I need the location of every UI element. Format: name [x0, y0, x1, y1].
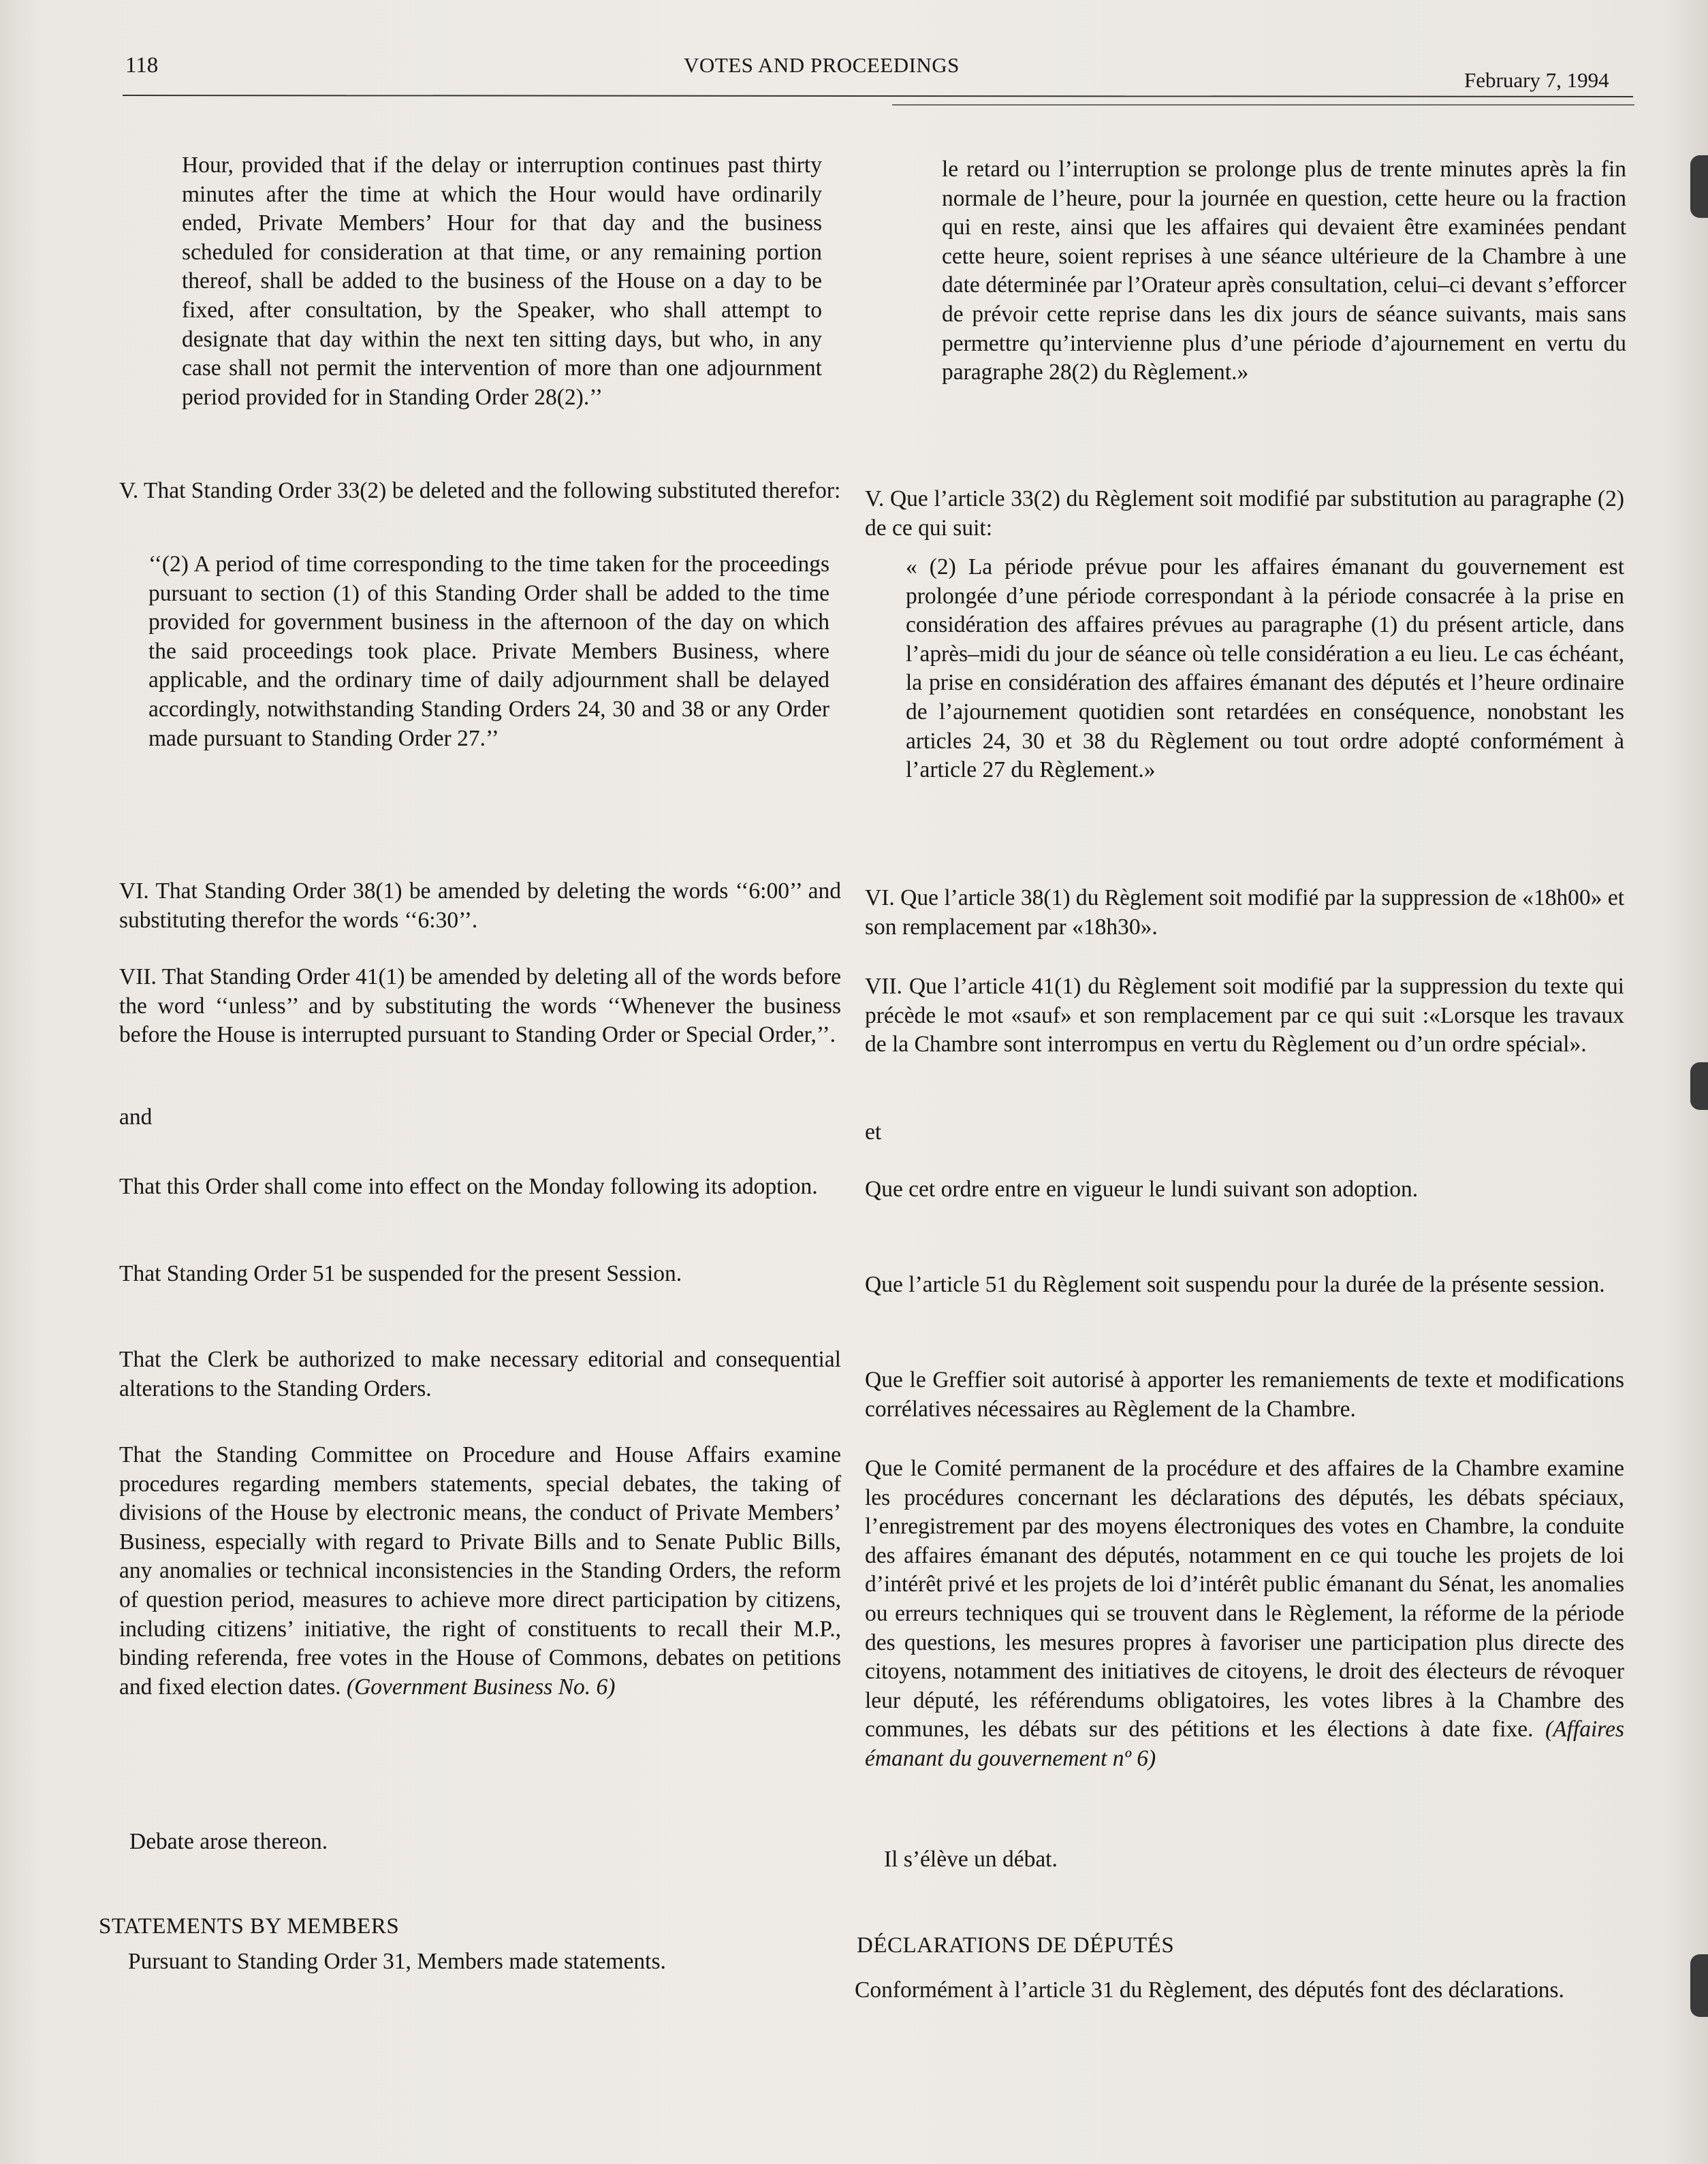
- binder-hole-bottom: [1690, 1954, 1708, 2017]
- page-number: 118: [125, 53, 159, 78]
- left-para-v: V. That Standing Order 33(2) be deleted and the following substituted therefor:: [119, 478, 841, 503]
- binder-hole-middle: [1690, 1062, 1708, 1110]
- page-title: VOTES AND PROCEEDINGS: [684, 53, 960, 77]
- right-para-retard: le retard ou l’interruption se prolonge plus de trente minutes après la fin normale de l’heure, pour la journée en question, cette heure ou la fraction qui en reste, ainsi que les affaires qui devaient être examinées pendant cette heure, soient reprises à une séance ultérieure de la Chambre à une date déterminée par l’Orateur après consultation, celui–ci devant s’efforcer de prévoir cette reprise dans les dix jours de séance suivants, mais sans permettre qu’intervienne plus d’une période d’ajournement en vertu du paragraphe 28(2) du Règlement.»: [942, 157, 1626, 385]
- header-rule-secondary: [892, 104, 1634, 106]
- right-para-vii: VII. Que l’article 41(1) du Règlement soit modifié par la suppression du texte qui précède le mot «sauf» et son remplacement par ce qui suit :«Lorsque les travaux de la Chambre sont interrompus en vertu du Règlement ou d’un ordre spécial».: [865, 974, 1624, 1057]
- right-para-et: et: [865, 1119, 882, 1145]
- left-para-hour: Hour, provided that if the delay or interruption continues past thirty minutes after the time at which the Hour would have ordinarily ended, Private Members’ Hour for that day and the business scheduled for consideration at that time, or any remaining portion thereof, shall be added to the business of the House on a day to be fixed, after consultation, by the Speaker, who shall attempt to designate that day within the next ten sitting days, but who, in any case shall not permit the intervention of more than one adjournment period provided for in Standing Order 28(2).’’: [182, 153, 822, 410]
- left-para-clerk: That the Clerk be authorized to make necessary editorial and consequential alterations to the Standing Orders.: [119, 1347, 841, 1401]
- right-para-statements: Conformément à l’article 31 du Règlement, des députés font des déclarations.: [855, 1977, 1564, 2003]
- header-rule: [123, 95, 1633, 97]
- left-para-vii: VII. That Standing Order 41(1) be amended by deleting all of the words before the word ‘‘unless’’ and by substituting the words ‘‘Whenever the business before the House is interrupted pursuant to Standing Order or Special Order,’’.: [119, 964, 841, 1048]
- left-para-debate: Debate arose thereon.: [129, 1829, 328, 1854]
- page-date: February 7, 1994: [1464, 68, 1609, 92]
- left-para-v-quote: ‘‘(2) A period of time corresponding to the time taken for the proceedings pursuant to section (1) of this Standing Order shall be added to the time provided for government business in the afternoon of the day on which the said proceedings took place. Private Members Business, where applicable, and the ordinary time of daily adjournment shall be delayed accordingly, notwithstanding Standing Orders 24, 30 and 38 or any Order made pursuant to Standing Order 27.’’: [148, 552, 829, 751]
- right-committee-citation: (Affaires émanant du gouvernement nº 6): [865, 1717, 1624, 1771]
- right-committee-text: Que le Comité permanent de la procédure et des affaires de la Chambre examine les procédures concernant les déclarations des députés, les débats spéciaux, l’enregistrement par des moyens électroniques des votes en Chambre, la conduite des affaires émanant des députés, notamment en ce qui touche les projets de loi d’intérêt privé et les projets de loi d’intérêt public émanant du Sénat, les anomalies ou erreurs techniques qui se trouvent dans le Règlement, la réforme de la période des questions, les mesures propres à favoriser une participation plus directe des citoyens, notamment des initiatives de citoyens, le droit des électeurs de révoquer leur député, les référendums obligatoires, les votes libres à la Chambre des communes, les débats sur des pétitions et les élections à date fixe.: [865, 1456, 1624, 1743]
- right-para-committee: [865, 1454, 1624, 1774]
- right-para-clerk: Que le Greffier soit autorisé à apporter les remaniements de texte et modifications corrélatives nécessaires au Règlement de la Chambre.: [865, 1367, 1624, 1422]
- right-para-vi: VI. Que l’article 38(1) du Règlement soit modifié par la suppression de «18h00» et son remplacement par «18h30».: [865, 885, 1624, 940]
- right-para-so51: Que l’article 51 du Règlement soit suspendu pour la durée de la présente session.: [865, 1272, 1605, 1297]
- left-para-committee: [119, 1441, 841, 1702]
- left-para-statements: Pursuant to Standing Order 31, Members made statements.: [128, 1949, 666, 1974]
- right-para-v-quote: « (2) La période prévue pour les affaires émanant du gouvernement est prolongée d’une période correspondant à la période consacrée à la prise en considération des affaires prévues au paragraphe (1) du présent article, dans l’après–midi du jour de séance où telle considération a eu lieu. Le cas échéant, la prise en considération des affaires émanant des députés et l’heure ordinaire de l’ajournement quotidien sont retardées en conséquence, nonobstant les articles 24, 30 et 38 du Règlement ou tout ordre adopté conformément à l’article 27 du Règlement.»: [906, 554, 1624, 783]
- right-para-effect: Que cet ordre entre en vigueur le lundi suivant son adoption.: [865, 1177, 1419, 1202]
- binder-hole-top: [1690, 155, 1708, 218]
- right-para-v: V. Que l’article 33(2) du Règlement soit modifié par substitution au paragraphe (2) de ce qui suit:: [865, 486, 1624, 541]
- right-para-debate: Il s’élève un débat.: [884, 1847, 1058, 1872]
- left-heading-statements: STATEMENTS BY MEMBERS: [99, 1914, 400, 1939]
- right-heading-statements: DÉCLARATIONS DE DÉPUTÉS: [857, 1933, 1175, 1958]
- left-para-vi: VI. That Standing Order 38(1) be amended by deleting the words ‘‘6:00’’ and substituting therefor the words ‘‘6:30’’.: [119, 878, 841, 933]
- left-para-and: and: [119, 1104, 153, 1130]
- left-para-effect: That this Order shall come into effect on the Monday following its adoption.: [119, 1174, 818, 1199]
- left-para-so51: That Standing Order 51 be suspended for the present Session.: [119, 1261, 682, 1286]
- left-committee-citation: (Government Business No. 6): [346, 1674, 616, 1700]
- left-committee-text: That the Standing Committee on Procedure and House Affairs examine procedures regarding members statements, special debates, the taking of divisions of the House by electronic means, the conduct of Private Members’ Business, especially with regard to Private Bills and to Senate Public Bills, any anomalies or technical inconsistencies in the Standing Orders, the reform of question period, measures to achieve more direct participation by citizens, including citizens’ initiative, the right of constituents to recall their M.P., binding referenda, free votes in the House of Commons, debates on petitions and fixed election dates.: [119, 1442, 841, 1700]
